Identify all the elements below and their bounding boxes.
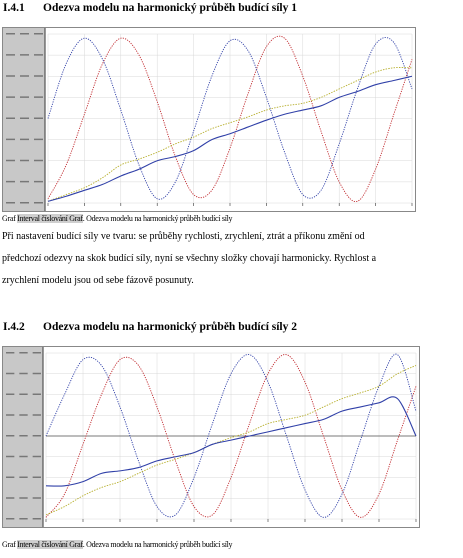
axis-tick-mark: [6, 497, 14, 499]
section-title: Odezva modelu na harmonický průběh budící síly 1: [43, 2, 297, 14]
axis-tick-mark: [34, 160, 43, 162]
paragraph-line: Při nastavení budící síly ve tvaru: se průběhy rychlosti, zrychlení, ztrát a příkonu změní od: [2, 231, 365, 242]
figure-caption-2: [2, 540, 232, 549]
caption-field: Interval číslování Graf: [17, 540, 83, 549]
axis-tick-mark: [6, 414, 14, 416]
axis-tick-mark: [19, 456, 27, 458]
axis-tick-mark: [6, 352, 14, 354]
axis-tick-mark: [20, 118, 29, 120]
axis-tick-mark: [6, 139, 15, 141]
axis-tick-mark: [33, 435, 41, 437]
axis-tick-mark: [6, 202, 15, 204]
axis-tick-mark: [6, 160, 15, 162]
axis-tick-mark: [34, 33, 43, 35]
caption-suffix: . Odezva modelu na harmonický průběh budící síly: [82, 214, 233, 223]
axis-tick-mark: [19, 352, 27, 354]
axis-tick-mark: [20, 202, 29, 204]
figure-caption-1: [2, 214, 232, 223]
axis-tick-mark: [20, 96, 29, 98]
axis-tick-mark: [20, 54, 29, 56]
axis-tick-mark: [19, 373, 27, 375]
section-title: Odezva modelu na harmonický průběh budící síly 2: [43, 321, 297, 333]
axis-tick-mark: [6, 394, 14, 396]
axis-tick-mark: [34, 96, 43, 98]
caption-field: Interval číslování Graf: [17, 214, 83, 223]
body-paragraph: [2, 226, 460, 292]
axis-tick-mark: [34, 202, 43, 204]
caption-prefix: Graf: [2, 214, 18, 223]
axis-tick-mark: [6, 96, 15, 98]
axis-tick-mark: [33, 414, 41, 416]
axis-tick-mark: [20, 181, 29, 183]
axis-tick-mark: [33, 497, 41, 499]
axis-tick-mark: [6, 456, 14, 458]
section-number: I.4.2: [3, 321, 25, 333]
axis-tick-mark: [6, 75, 15, 77]
axis-tick-mark: [33, 373, 41, 375]
axis-tick-mark: [33, 352, 41, 354]
axis-tick-mark: [19, 477, 27, 479]
axis-tick-mark: [34, 75, 43, 77]
paragraph-line: zrychlení modelu jsou od sebe fázově posunuty.: [2, 275, 194, 286]
axis-tick-mark: [6, 54, 15, 56]
axis-tick-mark: [19, 414, 27, 416]
caption-prefix: Graf: [2, 540, 18, 549]
section-heading-2: [3, 321, 297, 333]
paragraph-line: předchozí odezvy na skok budící síly, nyní se všechny složky chovají harmonicky. Rychlost a: [2, 253, 377, 264]
axis-tick-mark: [6, 373, 14, 375]
axis-tick-mark: [33, 456, 41, 458]
axis-tick-mark: [6, 435, 14, 437]
section-number: I.4.1: [3, 2, 25, 14]
axis-tick-mark: [20, 139, 29, 141]
section-heading-1: [3, 2, 297, 14]
axis-tick-mark: [34, 54, 43, 56]
axis-tick-mark: [19, 518, 27, 520]
axis-tick-mark: [34, 139, 43, 141]
caption-suffix: . Odezva modelu na harmonický průběh budící síly: [82, 540, 233, 549]
axis-tick-mark: [6, 518, 14, 520]
axis-tick-mark: [6, 118, 15, 120]
chart-2: [3, 347, 419, 527]
axis-tick-mark: [6, 33, 15, 35]
figure-2: [2, 346, 420, 528]
axis-tick-mark: [19, 435, 27, 437]
chart-1: [3, 28, 415, 211]
axis-tick-mark: [6, 477, 14, 479]
axis-tick-mark: [34, 181, 43, 183]
axis-tick-mark: [20, 160, 29, 162]
axis-tick-mark: [33, 518, 41, 520]
axis-tick-mark: [20, 75, 29, 77]
axis-tick-mark: [6, 181, 15, 183]
figure-1: [2, 27, 416, 212]
axis-tick-mark: [33, 394, 41, 396]
axis-tick-mark: [34, 118, 43, 120]
axis-tick-mark: [33, 477, 41, 479]
axis-tick-mark: [19, 394, 27, 396]
axis-tick-mark: [19, 497, 27, 499]
axis-tick-mark: [20, 33, 29, 35]
